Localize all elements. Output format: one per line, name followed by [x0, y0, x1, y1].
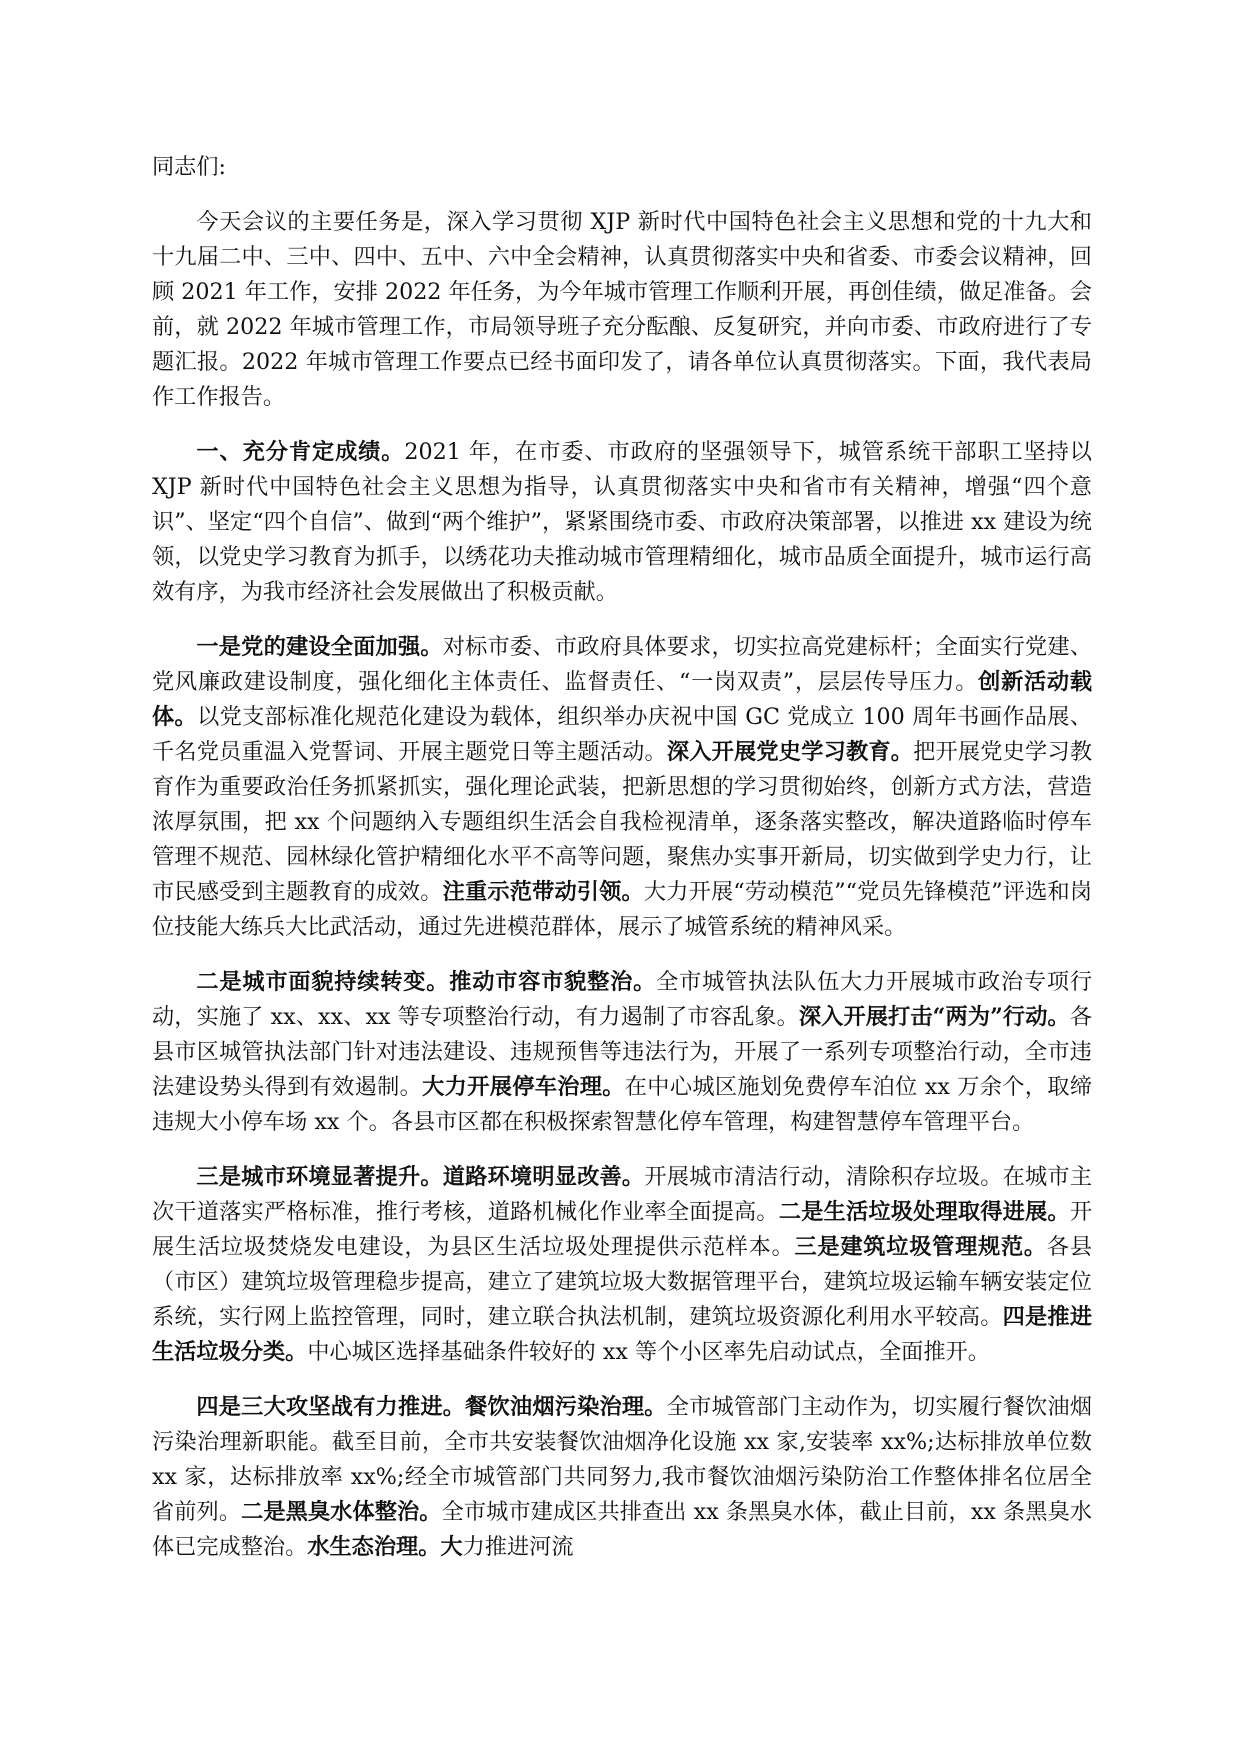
bold-heading-run: 一、充分肯定成绩。	[196, 439, 405, 465]
body-paragraph	[152, 630, 1092, 945]
salutation: 同志们:	[152, 154, 227, 180]
text-run: 把开展党史学习教育作为重要政治任务抓紧抓实，强化理论武装，把新思想的学习贯彻始终，创新方式方法，营造浓厚氛围，把 xx 个问题纳入专题组织生活会自我检视清单，逐条落实整改，解决道路临时停车管理不规范、园林绿化管护精细化水平不高等问题，聚焦办实事开新局，切实做到学史力行，让市民感受到主题教育的成效。	[152, 739, 1093, 905]
text-run: 全市城市建成区共排查出 xx 条黑臭水体，截止目前，xx 条黑臭水体已完成整治。	[152, 1499, 1093, 1560]
body-paragraph	[152, 1160, 1092, 1370]
text-run: 开展生活垃圾焚烧发电建设，为县区生活垃圾处理提供示范样本。	[152, 1199, 1093, 1260]
body-paragraph	[152, 435, 1092, 610]
bold-heading-run: 创新活动载体。	[152, 669, 1093, 730]
document-body	[152, 205, 1092, 1565]
bold-heading-run: 二是城市面貌持续转变。推动市容市貌整治。	[196, 969, 657, 995]
text-run: 今天会议的主要任务是，深入学习贯彻 XJP 新时代中国特色社会主义思想和党的十九大和十九届二中、三中、四中、五中、六中全会精神，认真贯彻落实中央和省委、市委会议精神，回顾 2021 年工作，安排 2022 年任务，为今年城市管理工作顺利开展，再创佳绩，做足准备。会前，就 2022 年城市管理工作，市局领导班子充分酝酿、反复研究，并向市委、市政府进行了专题汇报。2022 年城市管理工作要点已经书面印发了，请各单位认真贯彻落实。下面，我代表局作工作报告。	[152, 209, 1092, 410]
bold-heading-run: 注重示范带动引领。	[442, 879, 644, 905]
text-run: 中心城区选择基础条件较好的 xx 等个小区率先启动试点，全面推开。	[307, 1339, 990, 1365]
text-run: 开展城市清洁行动，清除积存垃圾。在城市主次干道落实严格标准，推行考核，道路机械化作业率全面提高。	[152, 1164, 1093, 1225]
text-run: 对标市委、市政府具体要求，切实拉高党建标杆；全面实行党建、党风廉政建设制度，强化细化主体责任、监督责任、“一岗双责”，层层传导压力。	[152, 634, 1093, 695]
text-run: 在中心城区施划免费停车泊位 xx 万余个，取缔违规大小停车场 xx 个。各县市区都在积极探索智慧化停车管理，构建智慧停车管理平台。	[152, 1074, 1093, 1135]
bold-heading-run: 深入开展打击“两为”行动。	[798, 1004, 1070, 1030]
bold-heading-run: 深入开展党史学习教育。	[666, 739, 914, 765]
body-paragraph	[152, 965, 1092, 1140]
text-run: 全市城管执法队伍大力开展城市政治专项行动，实施了 xx、xx、xx 等专项整治行动，有力遏制了市容乱象。	[152, 969, 1093, 1030]
text-run: 以党支部标准化规范化建设为载体，组织举办庆祝中国 GC 党成立 100 周年书画作品展、千名党员重温入党誓词、开展主题党日等主题活动。	[152, 704, 1093, 765]
text-run: 大力开展“劳动模范”“党员先锋模范”评选和岗位技能大练兵大比武活动，通过先进模范群体，展示了城管系统的精神风采。	[152, 879, 1093, 940]
text-run: 各县市区城管执法部门针对违法建设、违规预售等违法行为，开展了一系列专项整治行动，全市违法建设势头得到有效遏制。	[152, 1004, 1092, 1100]
bold-heading-run: 大力开展停车治理。	[422, 1074, 625, 1100]
text-run: 2021 年，在市委、市政府的坚强领导下，城管系统干部职工坚持以 XJP 新时代中国特色社会主义思想为指导，认真贯彻落实中央和省市有关精神，增强“四个意识”、坚定“四个自信”、做到“两个维护”，紧紧围绕市委、市政府决策部署，以推进 xx 建设为统领，以党史学习教育为抓手，以绣花功夫推动城市管理精细化，城市品质全面提升，城市运行高效有序，为我市经济社会发展做出了积极贡献。	[152, 439, 1092, 605]
bold-heading-run: 一是党的建设全面加强。	[196, 634, 443, 660]
body-paragraph	[152, 205, 1092, 415]
text-run: 各县（市区）建筑垃圾管理稳步提高，建立了建筑垃圾大数据管理平台，建筑垃圾运输车辆安装定位系统，实行网上监控管理，同时，建立联合执法机制，建筑垃圾资源化利用水平较高。	[152, 1234, 1093, 1330]
text-run: 力推进河流	[462, 1534, 574, 1560]
body-paragraph	[152, 1390, 1092, 1565]
bold-heading-run: 二是生活垃圾处理取得进展。	[778, 1199, 1070, 1225]
bold-heading-run: 四是三大攻坚战有力推进。餐饮油烟污染治理。	[196, 1394, 667, 1420]
bold-heading-run: 二是黑臭水体整治。	[241, 1499, 442, 1525]
bold-heading-run: 水生态治理。大	[307, 1534, 463, 1560]
bold-heading-run: 四是推进生活垃圾分类。	[152, 1304, 1093, 1365]
bold-heading-run: 三是城市环境显著提升。道路环境明显改善。	[196, 1164, 645, 1190]
text-run: 全市城管部门主动作为，切实履行餐饮油烟污染治理新职能。截至目前，全市共安装餐饮油烟净化设施 xx 家,安装率 xx%;达标排放单位数 xx 家，达标排放率 xx%;经全市城管部门共同努力,我市餐饮油烟污染防治工作整体排名位居全省前列。	[152, 1394, 1093, 1525]
document-page	[152, 150, 1092, 1585]
bold-heading-run: 三是建筑垃圾管理规范。	[794, 1234, 1047, 1260]
